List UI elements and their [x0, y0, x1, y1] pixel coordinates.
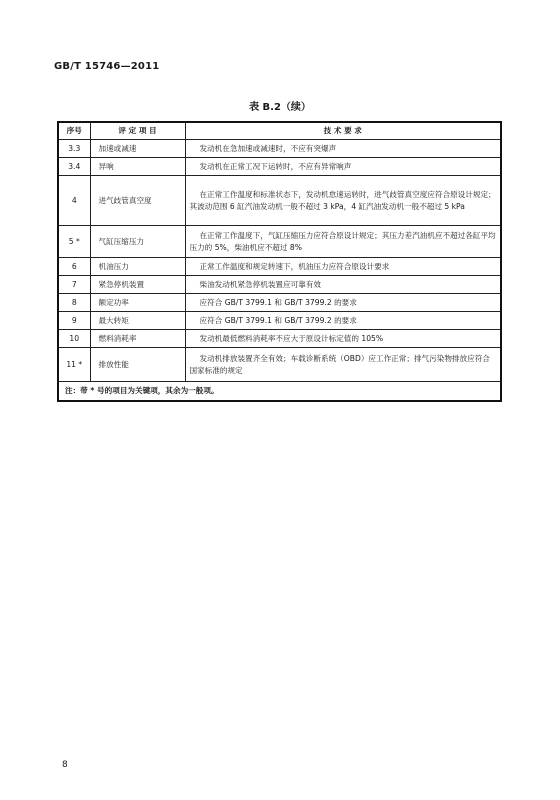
table-note-row [58, 382, 501, 401]
row-item: 进气歧管真空度 [90, 176, 185, 226]
row-item: 机油压力 [90, 258, 185, 276]
header-requirement: 技 术 要 求 [185, 122, 501, 140]
row-item: 额定功率 [90, 294, 185, 312]
table-header-row [58, 122, 501, 140]
row-requirement: 在正常工作温度下，气缸压缩压力应符合原设计规定；其压力差汽油机应不超过各缸平均压力的 5%，柴油机应不超过 8% [185, 226, 501, 258]
table-title: 表 B.2（续） [249, 102, 311, 113]
row-requirement: 发动机最低燃料消耗率不应大于原设计标定值的 105% [185, 330, 501, 348]
row-item: 最大转矩 [90, 312, 185, 330]
row-requirement: 应符合 GB/T 3799.1 和 GB/T 3799.2 的要求 [185, 294, 501, 312]
table-row [58, 294, 501, 312]
row-num: 8 [58, 294, 90, 312]
table-note: 注：带 * 号的项目为关键项，其余为一般项。 [58, 382, 501, 401]
table-row [58, 348, 501, 382]
table-row [58, 140, 501, 158]
row-requirement: 发动机在急加速或减速时，不应有突爆声 [185, 140, 501, 158]
row-num: 6 [58, 258, 90, 276]
row-requirement: 发动机在正常工况下运转时，不应有异常响声 [185, 158, 501, 176]
row-num: 3.4 [58, 158, 90, 176]
table-row [58, 330, 501, 348]
row-item: 加速或减速 [90, 140, 185, 158]
row-requirement: 在正常工作温度和标准状态下，发动机怠速运转时，进气歧管真空度应符合原设计规定；其波动范围 6 缸汽油发动机一般不超过 3 kPa，4 缸汽油发动机一般不超过 5 kPa [185, 176, 501, 226]
row-requirement: 柴油发动机紧急停机装置应可靠有效 [185, 276, 501, 294]
row-requirement: 应符合 GB/T 3799.1 和 GB/T 3799.2 的要求 [185, 312, 501, 330]
table-row [58, 258, 501, 276]
row-num: 11 * [58, 348, 90, 382]
row-num: 10 [58, 330, 90, 348]
row-requirement: 正常工作温度和规定转速下，机油压力应符合原设计要求 [185, 258, 501, 276]
row-item: 气缸压缩压力 [90, 226, 185, 258]
row-item: 异响 [90, 158, 185, 176]
row-item: 排放性能 [90, 348, 185, 382]
page-number: 8 [62, 760, 68, 770]
table-row [58, 158, 501, 176]
row-requirement: 发动机排放装置齐全有效；车载诊断系统（OBD）应工作正常；排气污染物排放应符合国家标准的规定 [185, 348, 501, 382]
document-code: GB/T 15746—2011 [54, 61, 160, 72]
header-item: 评 定 项 目 [90, 122, 185, 140]
row-item: 燃料消耗率 [90, 330, 185, 348]
row-num: 5 * [58, 226, 90, 258]
requirements-table [57, 121, 502, 402]
row-num: 9 [58, 312, 90, 330]
table-row [58, 176, 501, 226]
row-num: 7 [58, 276, 90, 294]
row-num: 4 [58, 176, 90, 226]
table-row [58, 226, 501, 258]
header-num: 序号 [58, 122, 90, 140]
table-row [58, 312, 501, 330]
row-num: 3.3 [58, 140, 90, 158]
table-row [58, 276, 501, 294]
row-item: 紧急停机装置 [90, 276, 185, 294]
